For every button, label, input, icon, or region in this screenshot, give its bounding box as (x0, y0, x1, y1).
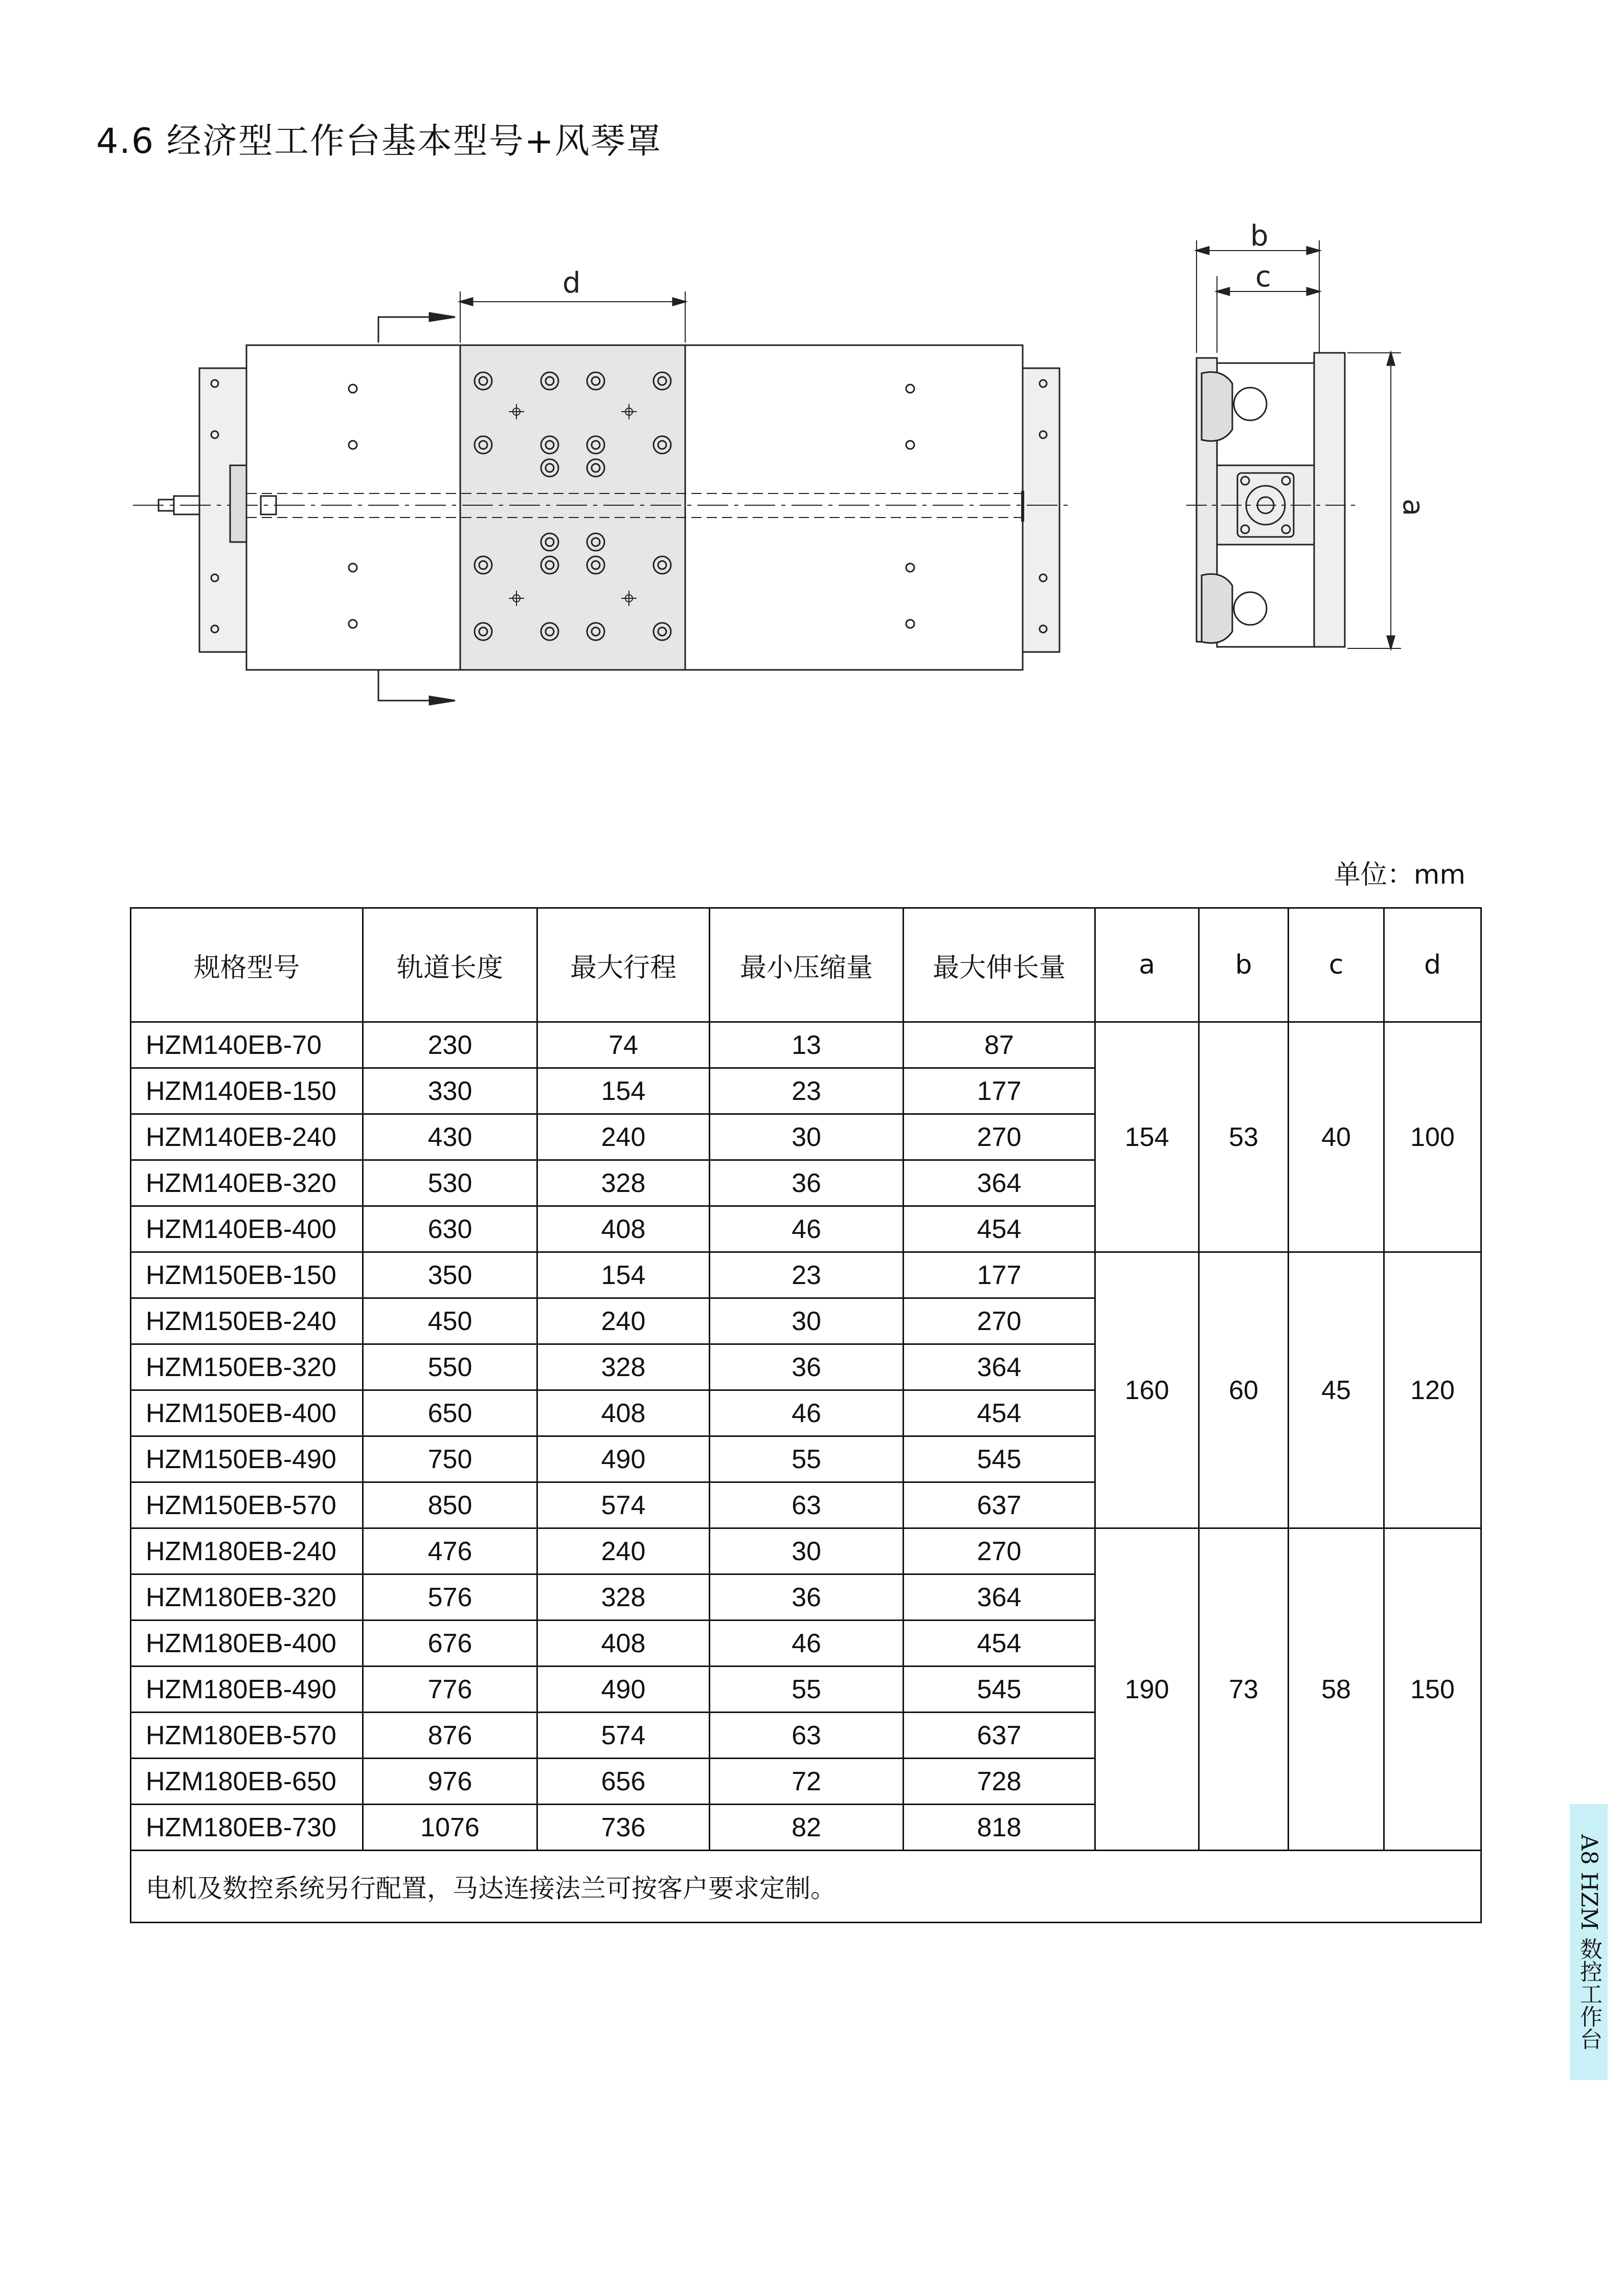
dimension-c-cell: 58 (1289, 1528, 1384, 1851)
value-cell: 55 (710, 1436, 904, 1482)
dimension-c-cell: 45 (1289, 1252, 1384, 1528)
dimension-b-cell: 73 (1199, 1528, 1289, 1851)
value-cell: 676 (363, 1620, 537, 1667)
value-cell: 30 (710, 1298, 904, 1344)
value-cell: 330 (363, 1068, 537, 1114)
note-row (131, 1851, 1481, 1923)
model-cell: HZM140EB-240 (131, 1114, 363, 1160)
value-cell: 240 (537, 1114, 710, 1160)
value-cell: 154 (537, 1068, 710, 1114)
column-header: 轨道长度 (363, 908, 537, 1022)
value-cell: 545 (904, 1667, 1095, 1713)
table-row (131, 1022, 1481, 1068)
value-cell: 23 (710, 1068, 904, 1114)
value-cell: 454 (904, 1206, 1095, 1252)
model-cell: HZM180EB-570 (131, 1713, 363, 1759)
value-cell: 30 (710, 1528, 904, 1574)
value-cell: 454 (904, 1620, 1095, 1667)
model-cell: HZM150EB-570 (131, 1482, 363, 1528)
model-cell: HZM140EB-150 (131, 1068, 363, 1114)
value-cell: 476 (363, 1528, 537, 1574)
table-body (131, 1022, 1481, 1923)
value-cell: 270 (904, 1528, 1095, 1574)
side-view (1186, 240, 1401, 648)
value-cell: 850 (363, 1482, 537, 1528)
value-cell: 364 (904, 1160, 1095, 1206)
model-cell: HZM140EB-70 (131, 1022, 363, 1068)
model-cell: HZM180EB-730 (131, 1805, 363, 1851)
side-tab-label: A8 HZM 数控工作台 (1576, 1834, 1602, 2050)
dim-label-d: d (562, 266, 581, 300)
dimension-a-cell: 154 (1095, 1022, 1199, 1252)
value-cell: 46 (710, 1620, 904, 1667)
value-cell: 490 (537, 1667, 710, 1713)
technical-drawing (123, 220, 1452, 731)
value-cell: 30 (710, 1114, 904, 1160)
value-cell: 364 (904, 1344, 1095, 1390)
value-cell: 46 (710, 1206, 904, 1252)
value-cell: 72 (710, 1759, 904, 1805)
value-cell: 350 (363, 1252, 537, 1298)
value-cell: 36 (710, 1160, 904, 1206)
value-cell: 454 (904, 1390, 1095, 1436)
spec-table (130, 907, 1482, 1923)
value-cell: 728 (904, 1759, 1095, 1805)
value-cell: 736 (537, 1805, 710, 1851)
value-cell: 650 (363, 1390, 537, 1436)
value-cell: 364 (904, 1574, 1095, 1620)
column-header: 最大行程 (537, 908, 710, 1022)
value-cell: 574 (537, 1713, 710, 1759)
value-cell: 328 (537, 1574, 710, 1620)
value-cell: 13 (710, 1022, 904, 1068)
value-cell: 408 (537, 1206, 710, 1252)
value-cell: 637 (904, 1713, 1095, 1759)
model-cell: HZM140EB-400 (131, 1206, 363, 1252)
dimension-d-cell: 120 (1384, 1252, 1481, 1528)
table-row (131, 1252, 1481, 1298)
model-cell: HZM180EB-320 (131, 1574, 363, 1620)
value-cell: 177 (904, 1252, 1095, 1298)
model-cell: HZM180EB-490 (131, 1667, 363, 1713)
table-header-row (131, 908, 1481, 1022)
model-cell: HZM180EB-650 (131, 1759, 363, 1805)
value-cell: 63 (710, 1713, 904, 1759)
value-cell: 55 (710, 1667, 904, 1713)
value-cell: 46 (710, 1390, 904, 1436)
value-cell: 530 (363, 1160, 537, 1206)
model-cell: HZM180EB-240 (131, 1528, 363, 1574)
model-cell: HZM150EB-400 (131, 1390, 363, 1436)
page-title: 4.6 经济型工作台基本型号+风琴罩 (96, 121, 662, 162)
value-cell: 1076 (363, 1805, 537, 1851)
value-cell: 23 (710, 1252, 904, 1298)
value-cell: 818 (904, 1805, 1095, 1851)
column-header: 规格型号 (131, 908, 363, 1022)
column-header: a (1095, 908, 1199, 1022)
value-cell: 408 (537, 1390, 710, 1436)
value-cell: 177 (904, 1068, 1095, 1114)
value-cell: 976 (363, 1759, 537, 1805)
value-cell: 240 (537, 1298, 710, 1344)
model-cell: HZM140EB-320 (131, 1160, 363, 1206)
column-header: 最小压缩量 (710, 908, 904, 1022)
value-cell: 36 (710, 1574, 904, 1620)
value-cell: 630 (363, 1206, 537, 1252)
value-cell: 154 (537, 1252, 710, 1298)
dimension-a-cell: 190 (1095, 1528, 1199, 1851)
value-cell: 87 (904, 1022, 1095, 1068)
dimension-d-cell: 150 (1384, 1528, 1481, 1851)
dim-label-c: c (1255, 260, 1271, 294)
model-cell: HZM150EB-150 (131, 1252, 363, 1298)
model-cell: HZM150EB-240 (131, 1298, 363, 1344)
value-cell: 240 (537, 1528, 710, 1574)
value-cell: 270 (904, 1114, 1095, 1160)
model-cell: HZM150EB-490 (131, 1436, 363, 1482)
dimension-a-cell: 160 (1095, 1252, 1199, 1528)
value-cell: 776 (363, 1667, 537, 1713)
column-header: d (1384, 908, 1481, 1022)
value-cell: 450 (363, 1298, 537, 1344)
value-cell: 328 (537, 1160, 710, 1206)
column-header: c (1289, 908, 1384, 1022)
dimension-d-cell: 100 (1384, 1022, 1481, 1252)
value-cell: 270 (904, 1298, 1095, 1344)
value-cell: 430 (363, 1114, 537, 1160)
value-cell: 576 (363, 1574, 537, 1620)
value-cell: 328 (537, 1344, 710, 1390)
note-cell: 电机及数控系统另行配置，马达连接法兰可按客户要求定制。 (131, 1851, 1481, 1923)
front-view (133, 291, 1074, 705)
dim-label-a: a (1396, 499, 1430, 516)
value-cell: 574 (537, 1482, 710, 1528)
column-header: b (1199, 908, 1289, 1022)
value-cell: 550 (363, 1344, 537, 1390)
model-cell: HZM180EB-400 (131, 1620, 363, 1667)
value-cell: 82 (710, 1805, 904, 1851)
value-cell: 408 (537, 1620, 710, 1667)
value-cell: 63 (710, 1482, 904, 1528)
value-cell: 74 (537, 1022, 710, 1068)
value-cell: 656 (537, 1759, 710, 1805)
value-cell: 750 (363, 1436, 537, 1482)
side-tab (1570, 1804, 1608, 2080)
value-cell: 876 (363, 1713, 537, 1759)
dim-label-b: b (1250, 220, 1269, 253)
model-cell: HZM150EB-320 (131, 1344, 363, 1390)
unit-label: 单位：mm (1334, 860, 1465, 890)
value-cell: 36 (710, 1344, 904, 1390)
value-cell: 637 (904, 1482, 1095, 1528)
dimension-c-cell: 40 (1289, 1022, 1384, 1252)
column-header: 最大伸长量 (904, 908, 1095, 1022)
value-cell: 490 (537, 1436, 710, 1482)
dimension-b-cell: 53 (1199, 1022, 1289, 1252)
dimension-b-cell: 60 (1199, 1252, 1289, 1528)
value-cell: 545 (904, 1436, 1095, 1482)
value-cell: 230 (363, 1022, 537, 1068)
table-row (131, 1528, 1481, 1574)
